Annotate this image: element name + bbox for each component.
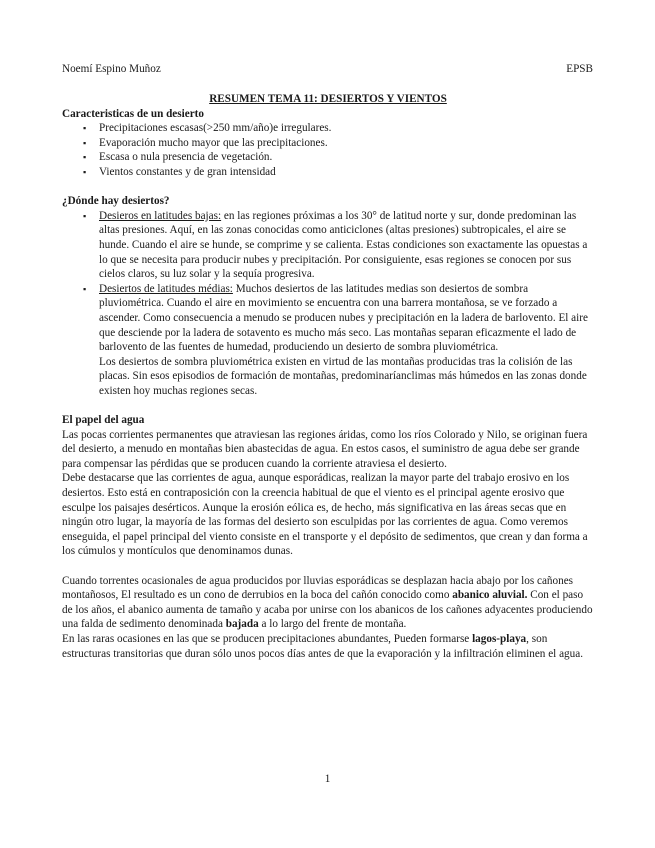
list-item: ▪ Escasa o nula presencia de vegetación. bbox=[62, 150, 594, 165]
term-lagos-playa: lagos-playa bbox=[472, 632, 527, 645]
list-item-low-latitude bbox=[62, 209, 594, 282]
paragraph-water-4 bbox=[62, 632, 594, 661]
text-mid-latitude: Muchos desiertos de las latitudes medias son desiertos de sombra pluviométrica. Cuando el aire en movimiento se encuentra con una barrera montañosa, se ve forzado a ascender. Como consecuencia a menudo se producen nubes y precipitación en la ladera de barlovento. El aire que desciende por la ladera de sotavento es mucho más seco. Las montañas separan eficazmente el lado de barlovento de las fuentes de humedad, produciendo un desierto de sombra pluviométrica. bbox=[99, 282, 588, 354]
document-title: RESUMEN TEMA 11: DESIERTOS Y VIENTOS bbox=[209, 93, 447, 105]
paragraph-water-3 bbox=[62, 574, 594, 632]
text-segment: , son estructuras transitorias que duran sólo unos pocos días antes de que la evaporación y la infiltración eliminen el agua. bbox=[62, 632, 583, 660]
paragraph-water-2: Debe destacarse que las corrientes de agua, aunque esporádicas, realizan la mayor parte del trabajo erosivo en los desiertos. Esto está en contraposición con la creencia habitual de que el viento es el principal agente erosivo que esculpe los paisajes desérticos. Aunque la erosión eólica es, de hecho, más significativa en las áreas secas que en ningún otro lugar, la mayoría de las formas del desierto son esculpidas por las corrientes de agua. Como veremos enseguida, el papel principal del viento consiste en el transporte y el depósito de sedimentos, que crean y dan forma a los cúmulos y montículos que denominamos dunas. bbox=[62, 472, 588, 558]
text-low-latitude: en las regiones próximas a los 30° de latitud norte y sur, donde predominan las altas presiones. Aquí, en las zonas conocidas como anticiclones (altas presiones) subtropicales, el aire se hunde. Cuando el aire se hunde, se comprime y se calienta. Estas condiciones son exactamente las opuestas a lo que se necesita para producir nubes y precipitación. Por consiguiente, esas regiones se conocen por sus cielos claros, su luz solar y la sequía progresiva. bbox=[99, 209, 588, 281]
text-segment: a lo largo del frente de montaña. bbox=[258, 618, 407, 631]
characteristics-list bbox=[62, 121, 594, 179]
school-name: EPSB bbox=[566, 63, 593, 75]
term-mid-latitude: Desiertos de latitudes médias: bbox=[99, 282, 233, 295]
document-body bbox=[62, 92, 594, 661]
term-low-latitude: Desieros en latitudes bajas: bbox=[99, 209, 222, 222]
list-item: ▪ Vientos constantes y de gran intensidad bbox=[62, 165, 594, 180]
paragraph-water-1: Las pocas corrientes permanentes que atraviesan las regiones áridas, como los ríos Colorado y Nilo, se originan fuera del desierto, a menudo en montañas bien abastecidas de agua. En estos casos, el suministro de agua debe ser grande para compensar las pérdidas que se producen cuando la corriente atraviesa el desierto. bbox=[62, 428, 588, 470]
text-segment: Con el paso de los años, el abanico aumenta de tamaño y acaba por unirse con los abanicos de los cañones adyacentes produciendo una falda de sedimento denominada bbox=[62, 589, 593, 631]
page-number: 1 bbox=[324, 773, 331, 785]
page-footer bbox=[0, 772, 655, 787]
section-heading-water: El papel del agua bbox=[62, 414, 145, 427]
section-heading-where: ¿Dónde hay desiertos? bbox=[62, 195, 170, 208]
list-item-mid-latitude bbox=[62, 282, 594, 399]
text-segment: Cuando torrentes ocasionales de agua producidos por lluvias esporádicas se desplazan hacia abajo por los cañones montañosos, El resultado es un cono de derrubios en la boca del cañón conocido como bbox=[62, 574, 574, 602]
page-header bbox=[62, 62, 593, 77]
term-abanico-aluvial: abanico aluvial. bbox=[452, 589, 528, 602]
section-heading-characteristics: Caracteristicas de un desierto bbox=[62, 107, 204, 120]
author-name: Noemí Espino Muñoz bbox=[62, 63, 161, 75]
text-segment: En las raras ocasiones en las que se producen precipitaciones abundantes, Pueden formarse bbox=[62, 632, 473, 645]
term-bajada: bajada bbox=[225, 618, 259, 631]
list-item: ▪ Evaporación mucho mayor que las precipitaciones. bbox=[62, 136, 594, 151]
where-list bbox=[62, 209, 594, 399]
list-item: ▪ Precipitaciones escasas(>250 mm/año)e irregulares. bbox=[62, 121, 594, 136]
text-mid-latitude-2: Los desiertos de sombra pluviométrica existen en virtud de las montañas producidas tras la colisión de las placas. Sin esos episodios de formación de montañas, predominaríanclimas más húmedos en las zonas donde existen hoy muchas regiones secas. bbox=[99, 355, 587, 397]
